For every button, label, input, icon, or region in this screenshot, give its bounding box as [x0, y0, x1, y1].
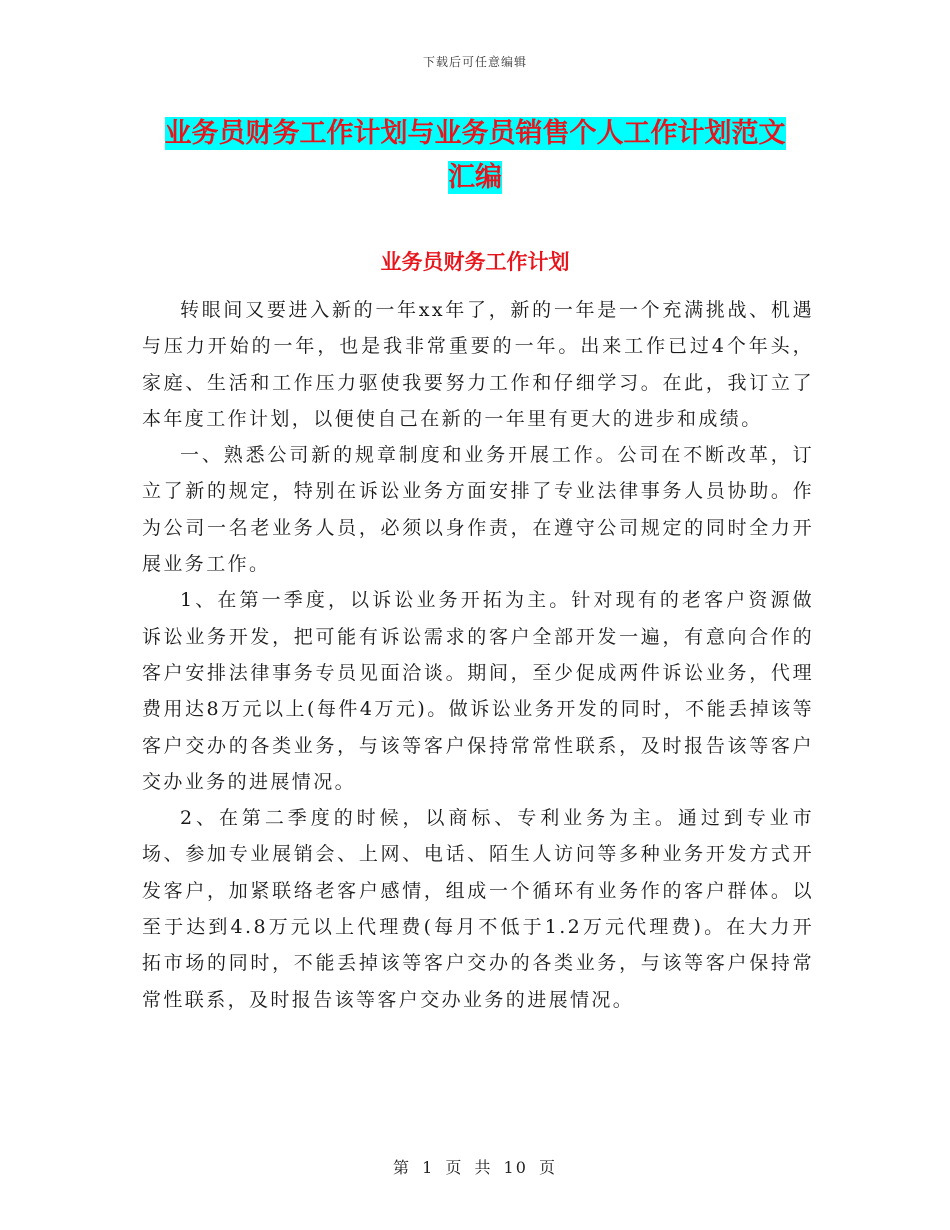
paragraph-q2-plan: 2、在第二季度的时候，以商标、专利业务为主。通过到专业市场、参加专业展销会、上网、电话、陌生人访问等多种业务开发方式开发客户，加紧联络老客户感情，组成一个循环有业务作的客户群体。以至于达到4.8万元以上代理费(每月不低于1.2万元代理费)。在大力开拓市场的同时，不能丢掉该等客户交办的各类业务，与该等客户保持常常性联系，及时报告该等客户交办业务的进展情况。 — [142, 807, 814, 1011]
paragraph-intro: 转眼间又要进入新的一年xx年了，新的一年是一个充满挑战、机遇与压力开始的一年，也是我非常重要的一年。出来工作已过4个年头，家庭、生活和工作压力驱使我要努力工作和仔细学习。在此，我订立了本年度工作计划，以便使自己在新的一年里有更大的进步和成绩。 — [142, 299, 814, 430]
page-footer-page-number: 第 1 页 共 10 页 — [393, 1158, 557, 1177]
document-body — [142, 292, 814, 1018]
document-title-line-2: 汇编 — [448, 162, 502, 193]
section-title: 业务员财务工作计划 — [380, 250, 570, 274]
paragraph-section-1: 一、熟悉公司新的规章制度和业务开展工作。公司在不断改革，订立了新的规定，特别在诉讼业务方面安排了专业法律事务人员协助。作为公司一名老业务人员，必须以身作责，在遵守公司规定的同时全力开展业务工作。 — [142, 444, 814, 576]
paragraph-q1-plan: 1、在第一季度，以诉讼业务开拓为主。针对现有的老客户资源做诉讼业务开发，把可能有诉讼需求的客户全部开发一遍，有意向合作的客户安排法律事务专员见面洽谈。期间，至少促成两件诉讼业务，代理费用达8万元以上(每件4万元)。做诉讼业务开发的同时，不能丢掉该等客户交办的各类业务，与该等客户保持常常性联系，及时报告该等客户交办业务的进展情况。 — [142, 589, 814, 793]
document-title-line-1: 业务员财务工作计划与业务员销售个人工作计划范文 — [164, 118, 786, 149]
page-header-note: 下载后可任意编辑 — [422, 55, 527, 69]
document-title — [0, 112, 950, 200]
